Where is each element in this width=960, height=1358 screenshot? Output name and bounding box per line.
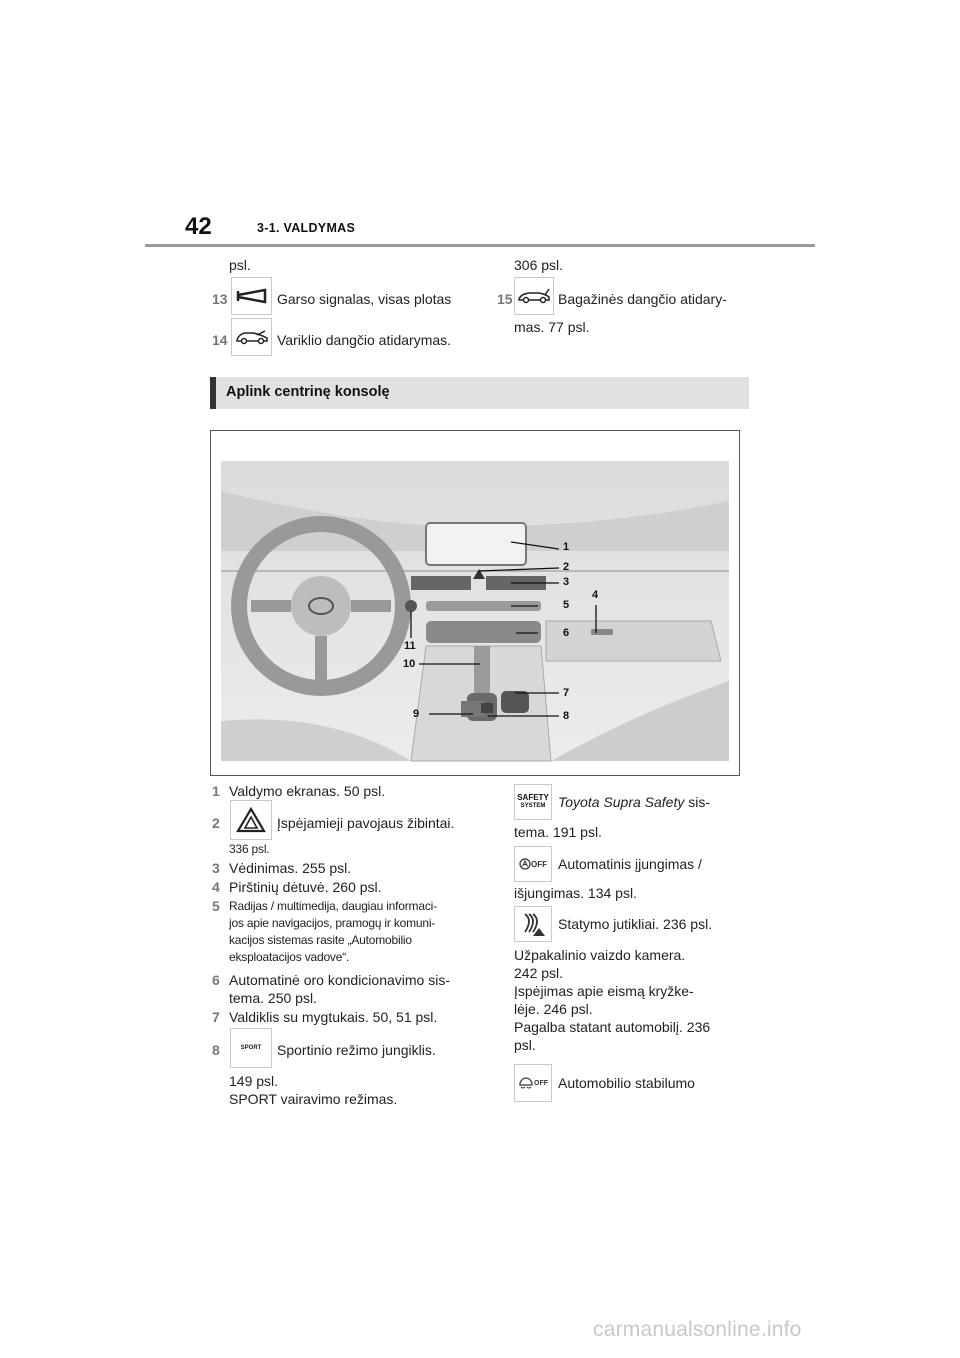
item-5-line-4: eksploatacijos vadove“.	[229, 950, 350, 964]
camera-text-2: 242 psl.	[514, 965, 564, 981]
continued-text: psl.	[229, 257, 251, 273]
horn-icon	[231, 277, 272, 315]
item-6-number: 6	[212, 972, 220, 988]
item-5-line-2: jos apie navigacijos, pramogų ir komuni-	[229, 916, 436, 930]
hazard-icon	[230, 800, 272, 840]
auto-stop-start-off-label: OFF	[531, 859, 547, 869]
item-14-number: 14	[212, 332, 228, 348]
item-8-number: 8	[212, 1042, 220, 1058]
callout-3: 3	[563, 576, 570, 588]
car-hood-icon	[231, 318, 272, 356]
item-15-number: 15	[497, 291, 513, 307]
cross-traffic-text-2: lėje. 246 psl.	[514, 1001, 593, 1017]
vsc-off-label: OFF	[534, 1079, 548, 1087]
callout-9: 9	[413, 708, 420, 720]
car-trunk-icon	[514, 277, 554, 315]
sport-icon-label: SPORT	[240, 1045, 262, 1051]
safety-text-tail: sis-	[684, 794, 711, 810]
item-5-line-1: Radijas / multimedija, daugiau informaci-	[229, 899, 437, 913]
callout-6: 6	[563, 627, 570, 639]
vsc-off-icon	[514, 1064, 552, 1102]
camera-text-1: Užpakalinio vaizdo kamera.	[514, 947, 686, 963]
item-1-number: 1	[212, 783, 220, 799]
section-heading	[210, 377, 749, 409]
item-15-text-1: Bagažinės dangčio atidary-	[558, 291, 727, 307]
safety-text-italic: Toyota Supra Safety	[558, 794, 685, 810]
item-7-number: 7	[212, 1009, 220, 1025]
item-13-number: 13	[212, 291, 228, 307]
item-1-text: Valdymo ekranas. 50 psl.	[229, 783, 386, 799]
safety-system-icon	[514, 784, 552, 820]
callout-11: 11	[404, 640, 416, 652]
callout-8: 8	[563, 710, 570, 722]
callout-7: 7	[563, 687, 570, 699]
item-3-text: Vėdinimas. 255 psl.	[229, 860, 352, 876]
section-title-header: 3-1. VALDYMAS	[257, 221, 356, 235]
auto-stop-start-icon	[514, 846, 552, 882]
item-8-line-3: SPORT vairavimo režimas.	[229, 1091, 398, 1107]
vsc-text-1: Automobilio stabilumo	[558, 1075, 695, 1091]
skid-car-icon	[518, 1076, 534, 1090]
sport-icon	[230, 1028, 272, 1068]
item-5-line-3: kacijos sistemas rasite „Automobilio	[229, 933, 412, 947]
parking-assist-text-2: psl.	[514, 1037, 536, 1053]
safety-text-1	[558, 793, 710, 811]
autostop-text-1: Automatinis įjungimas /	[558, 856, 702, 872]
item-4-text: Pirštinių dėtuvė. 260 psl.	[229, 879, 382, 895]
page-number: 42	[185, 213, 212, 240]
item-8-line-2: 149 psl.	[229, 1073, 279, 1089]
item-4-number: 4	[212, 879, 220, 895]
item-8-text: Sportinio režimo jungiklis.	[277, 1042, 436, 1058]
parking-text-1: Statymo jutikliai. 236 psl.	[558, 916, 713, 932]
item-3-number: 3	[212, 860, 220, 876]
cross-traffic-text-1: Įspėjimas apie eismą kryžke-	[514, 983, 694, 999]
safety-text-2: tema. 191 psl.	[514, 824, 602, 840]
center-console-illustration	[210, 430, 740, 776]
item-7-text: Valdiklis su mygtukais. 50, 51 psl.	[229, 1009, 438, 1025]
item-2-text-2: 336 psl.	[229, 842, 270, 856]
section-heading-text: Aplink centrinę konsolę	[226, 384, 390, 400]
safety-icon-line-1: SAFETY	[517, 793, 549, 802]
item-6-line-1: Automatinė oro kondicionavimo sis-	[229, 972, 450, 988]
item-15-text-2: mas. 77 psl.	[514, 319, 590, 335]
dashboard-drawing	[211, 431, 739, 775]
item-2-number: 2	[212, 815, 220, 831]
callout-2: 2	[563, 561, 570, 573]
auto-a-icon	[519, 858, 531, 870]
callout-10: 10	[403, 658, 416, 670]
item-5-number: 5	[212, 898, 220, 914]
parking-sensor-icon	[514, 906, 552, 942]
item-6-line-2: tema. 250 psl.	[229, 990, 317, 1006]
header-rule	[145, 244, 815, 247]
item-2-text: Įspėjamieji pavojaus žibintai.	[277, 815, 455, 831]
item-13-text: Garso signalas, visas plotas	[277, 291, 452, 307]
autostop-text-2: išjungimas. 134 psl.	[514, 885, 637, 901]
item-14-text: Variklio dangčio atidarymas.	[277, 332, 452, 348]
callout-4: 4	[592, 589, 599, 601]
safety-icon-line-2: SYSTEM	[520, 803, 546, 809]
callout-1: 1	[563, 541, 570, 553]
callout-5: 5	[563, 599, 570, 611]
watermark: carmanualsonline.info	[593, 1318, 802, 1341]
parking-assist-text-1: Pagalba statant automobilį. 236	[514, 1019, 711, 1035]
continued-text-right: 306 psl.	[514, 257, 564, 273]
